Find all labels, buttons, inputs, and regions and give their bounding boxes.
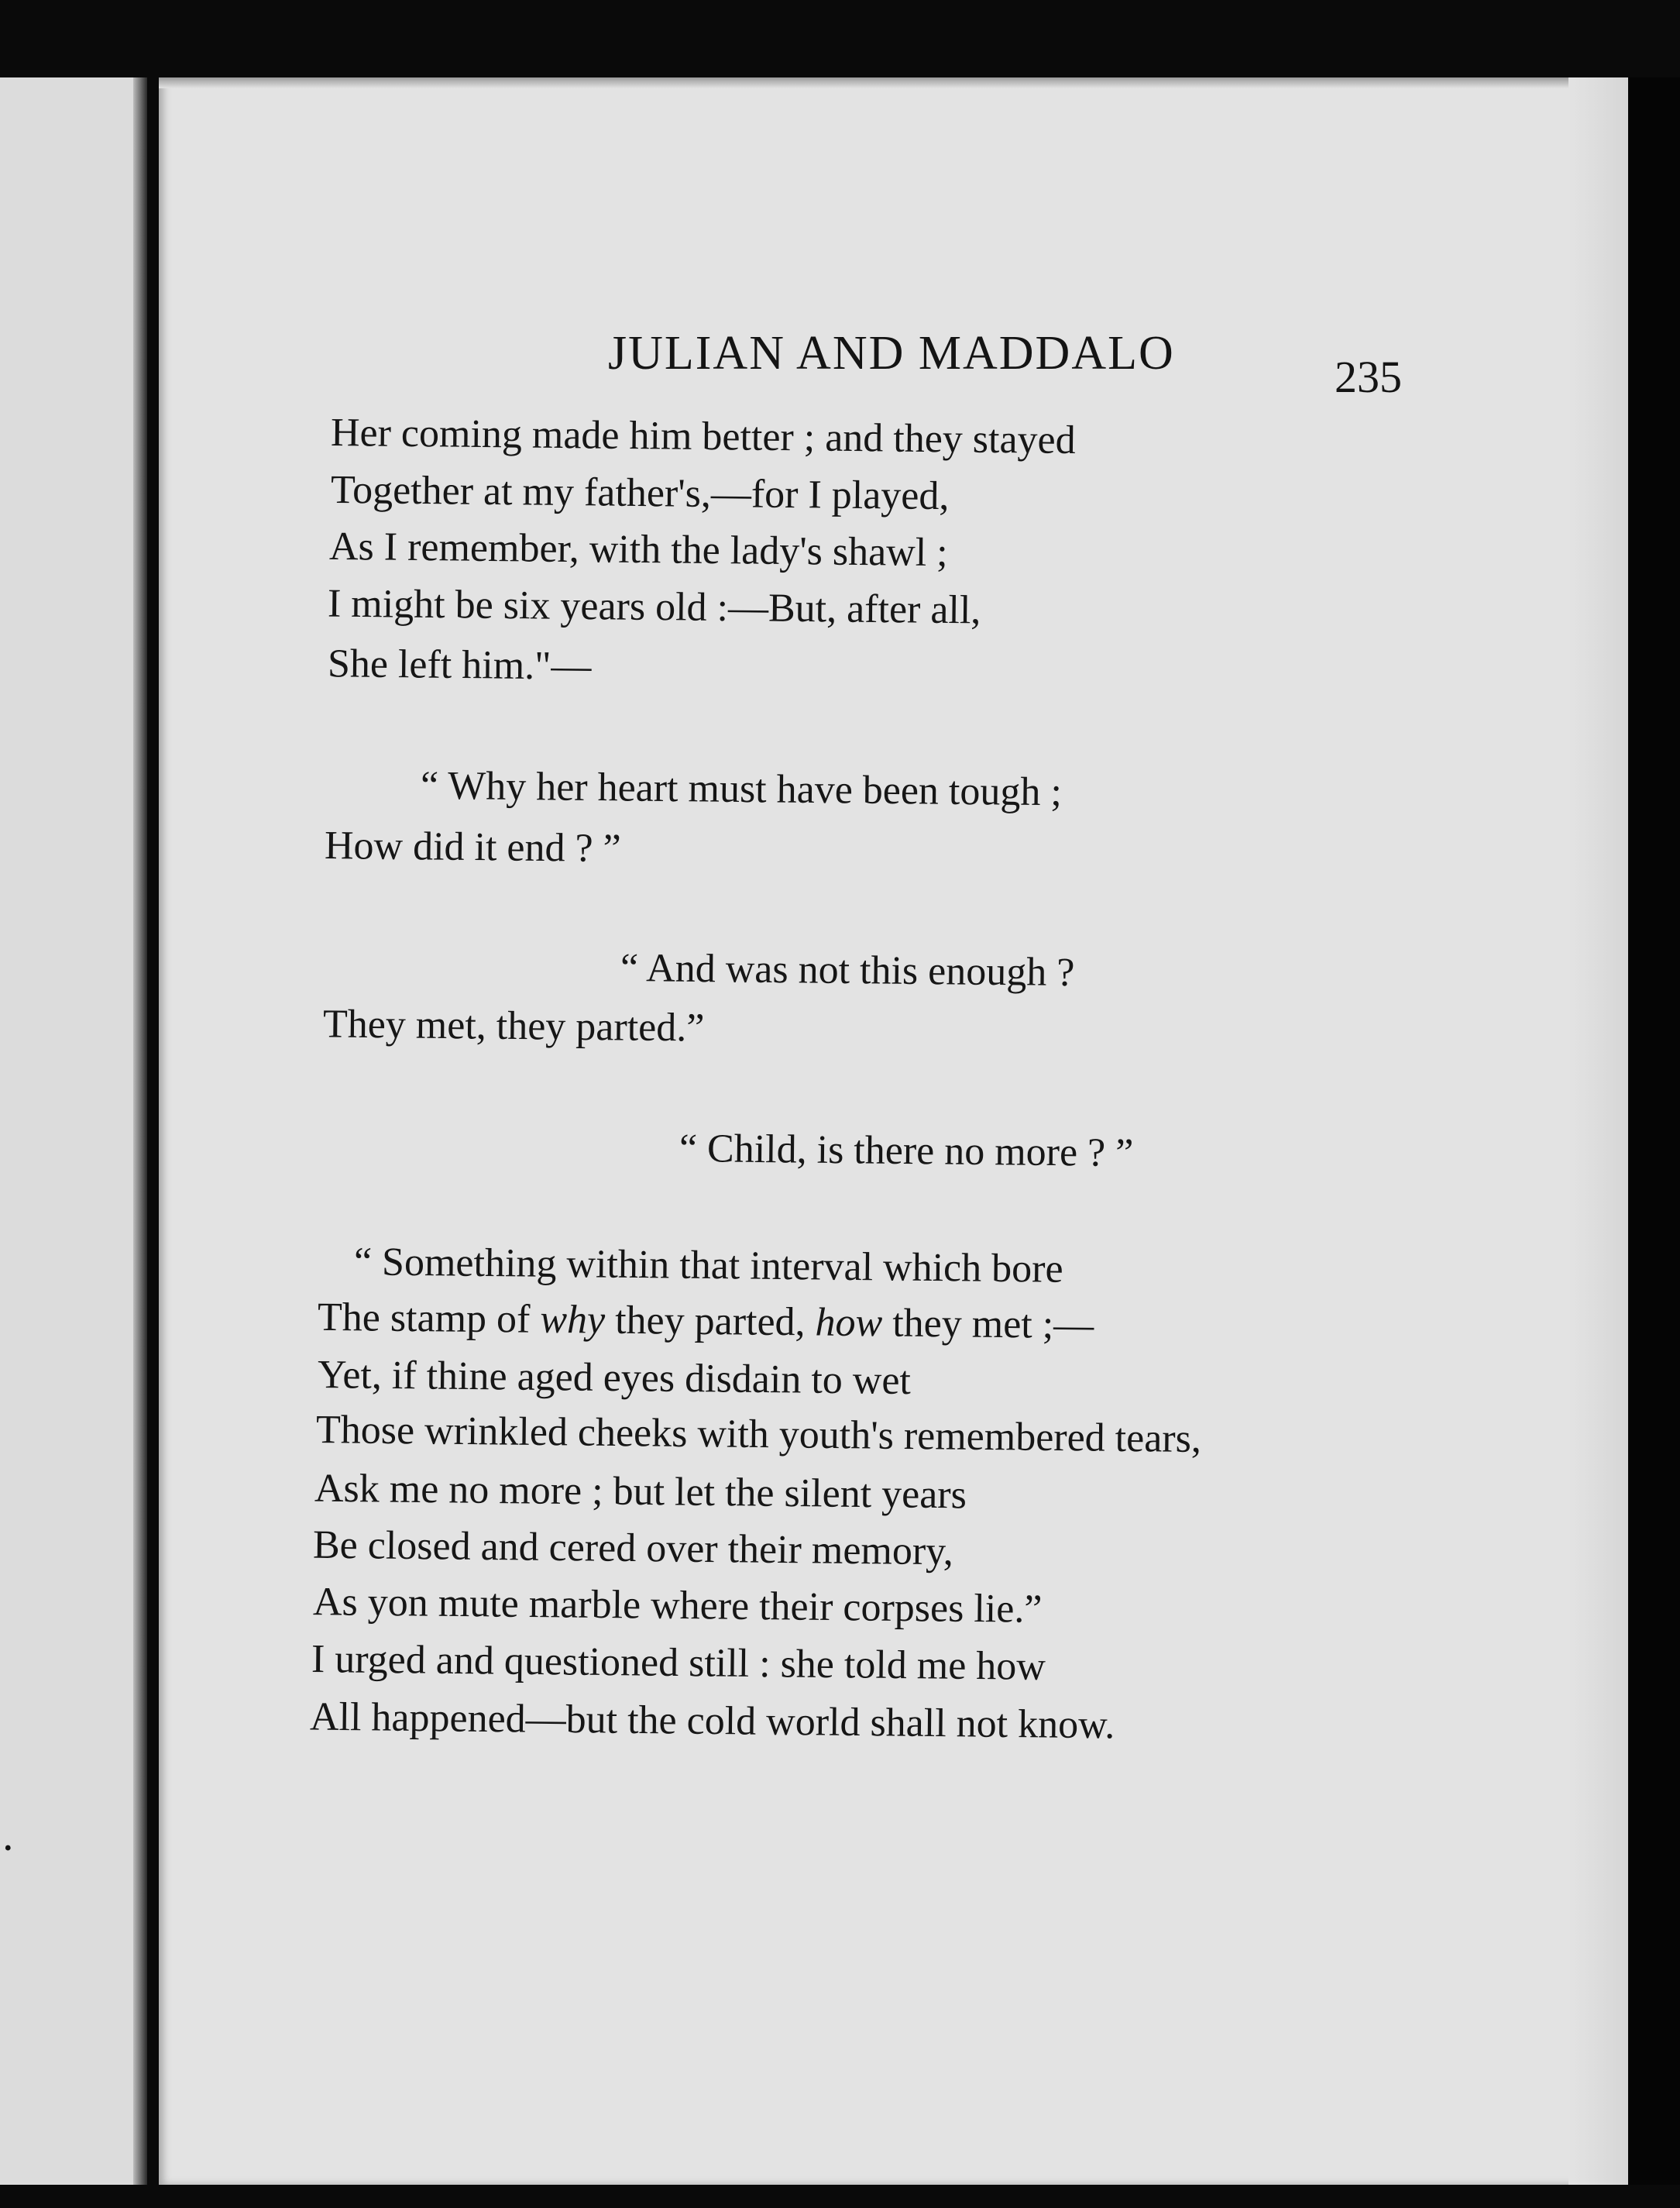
verse-line: How did it end ? ”: [324, 823, 621, 872]
verse-line: As yon mute marble where their corpses lie.”: [312, 1580, 1043, 1632]
verse-line: I might be six years old :—But, after all,: [327, 581, 981, 633]
verse-fragment: they parted,: [604, 1298, 816, 1345]
book-page: [159, 77, 1628, 2185]
verse-italic-fragment: why: [540, 1297, 606, 1343]
verse-line: I urged and questioned still : she told me how: [311, 1637, 1046, 1689]
verse-fragment: they met ;—: [881, 1301, 1094, 1348]
left-page-edge: [0, 77, 147, 2185]
page-top-edge: [159, 77, 1628, 88]
verse-line: She left him."—: [327, 641, 592, 689]
verse-fragment: The stamp of: [317, 1295, 541, 1342]
verse-italic-fragment: how: [815, 1300, 883, 1346]
gutter-shadow: [133, 77, 147, 2185]
running-header-title: JULIAN AND MADDALO: [608, 327, 1175, 380]
page-fold-shading: [1568, 77, 1628, 2185]
verse-line: Ask me no more ; but let the silent years: [314, 1466, 967, 1518]
verse-line: Those wrinkled cheeks with youth's remembered tears,: [315, 1408, 1202, 1461]
verse-line: All happened—but the cold world shall not know.: [309, 1694, 1115, 1748]
verse-line: [317, 1295, 1094, 1348]
verse-line: As I remember, with the lady's shawl ;: [328, 524, 948, 576]
verse-line: Her coming made him better ; and they stayed: [330, 410, 1076, 463]
verse-line: Be closed and cered over their memory,: [312, 1522, 954, 1574]
verse-line: “ Something within that interval which bore: [353, 1240, 1063, 1291]
left-page-margin-mark: .: [2, 1814, 15, 1860]
verse-line: Together at my father's,—for I played,: [330, 467, 950, 519]
verse-line: “ And was not this enough ?: [620, 945, 1075, 996]
verse-line: “ Child, is there no more ? ”: [679, 1126, 1134, 1176]
verse-line: They met, they parted.”: [322, 1002, 705, 1051]
verse-line: Yet, if thine aged eyes disdain to wet: [317, 1352, 912, 1404]
verse-line: “ Why her heart must have been tough ;: [420, 763, 1063, 815]
page-number: 235: [1335, 352, 1402, 402]
scan-background-edge: [1627, 77, 1680, 2185]
